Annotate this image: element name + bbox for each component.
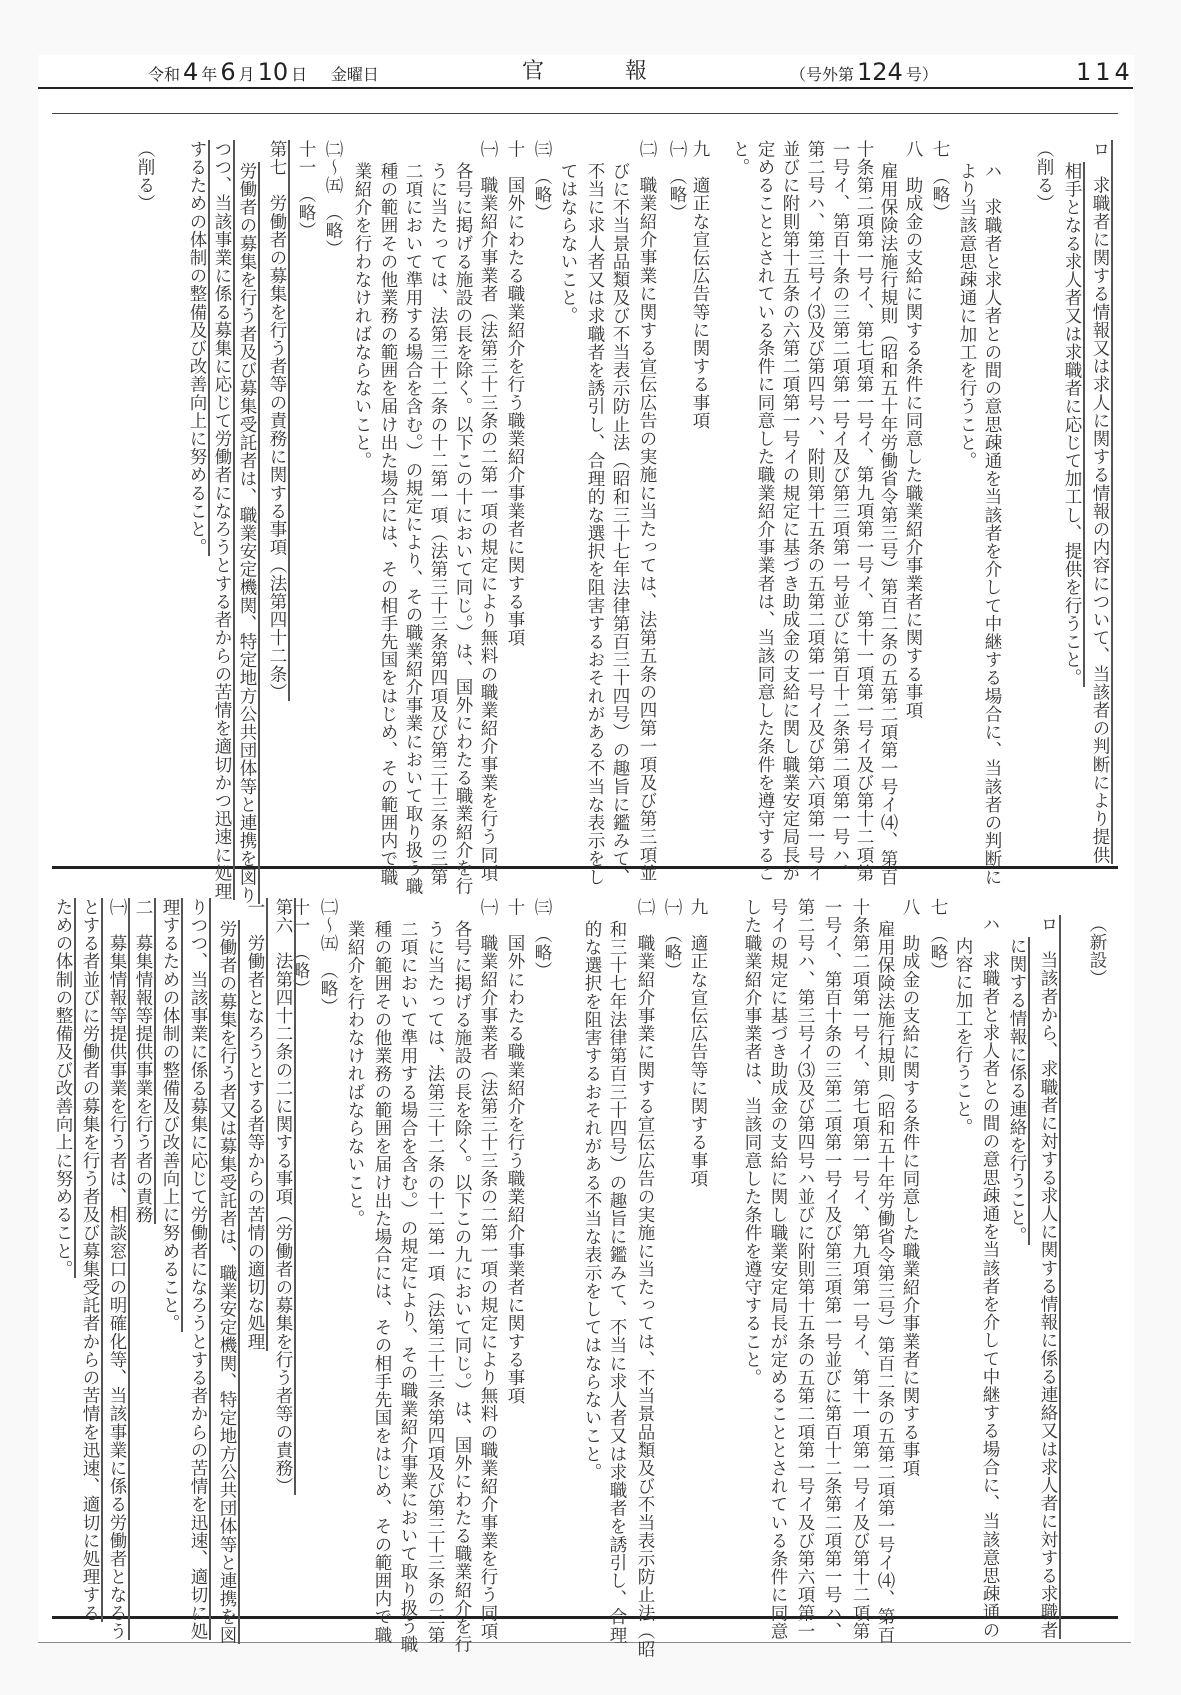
- text-column: うに当たっては、法第三十二条の十二第一項（法第三十三条第四項及び第三十三条の三第: [425, 920, 445, 1644]
- text-column: ㈢ （略）: [532, 898, 552, 980]
- text-column: 一号イ、第百十条の三第二項第一号イ及び第三項第一号並びに第百十二条第二項第一号ハ、: [830, 140, 850, 883]
- date-day-unit: 日: [291, 65, 308, 84]
- text-column: ㈡～㈤ （略）: [323, 140, 343, 258]
- text-column: 第二号ハ、第三号イ⑶及び第四号ハ並びに附則第十五条の五第二項第一号イ及び第六項第一: [795, 898, 815, 1641]
- top-rule: [52, 113, 1118, 114]
- text-column: 並びに附則第十五条の六第二項第一号イの規定に基づき助成金の支給に関し職業安定局長が: [780, 140, 800, 883]
- page-edge: [38, 1642, 1131, 1643]
- text-column: と。: [730, 140, 750, 177]
- date-year: 4: [183, 58, 199, 86]
- text-column: 不当に求人者又は求職者を誘引し、合理的な選択を阻害するおそれがある不当な表示をし: [585, 162, 605, 886]
- text-column: ㈡～㈤ （略）: [318, 898, 338, 1016]
- text-column: 種の範囲その他業務の範囲を届け出た場合には、その相手先国をはじめ、その範囲内で職: [378, 162, 398, 886]
- text-column: 一号イ、第百十条の三第二項第一号イ及び第三項第一号並びに第百十二条第二項第一号ハ、: [822, 898, 842, 1641]
- text-column: うに当たっては、法第三十二条の十二第一項（法第三十三条第四項及び第三十三条の三第: [428, 162, 448, 886]
- text-column: 号イの規定に基づき助成金の支給に関し職業安定局長が定めることとされている条件に同意: [768, 898, 788, 1641]
- text-column: 第六 法第四十二条の二に関する事項（労働者の募集を行う者等の責務）: [272, 898, 296, 1495]
- text-column: 雇用保険法施行規則（昭和五十年労働省令第三号）第百二条の五第二項第一号イ⑷、第百: [875, 920, 895, 1644]
- text-column: ㈠ （略）: [667, 140, 687, 222]
- page-number: 114: [1076, 58, 1134, 86]
- issue-prefix: （号外第: [790, 65, 855, 84]
- header-rule: [38, 87, 1133, 89]
- text-column: 二項において準用する場合を含む。）の規定により、その職業紹介事業において取り扱う職: [398, 920, 418, 1654]
- text-column: 業紹介を行わなければならないこと。: [352, 162, 372, 470]
- text-column: 種の範囲その他業務の範囲を届け出た場合には、その相手先国をはじめ、その範囲内で職: [372, 920, 392, 1644]
- text-column: つつ、当該事業に係る募集に応じて労働者になろうとする者からの苦情を適切かつ迅速に処理: [211, 140, 235, 900]
- text-column: 相手となる求人者又は求職者に応じて加工し、提供を行うこと。: [1061, 162, 1085, 687]
- text-column: 一 労働者となろうとする者等からの苦情の適切な処理: [244, 898, 268, 1351]
- issue-number: [790, 58, 938, 86]
- date-weekday: 金曜日: [330, 65, 379, 84]
- text-column: に関する情報に係る連絡を行うこと。: [1006, 937, 1030, 1245]
- text-column: 雇用保険法施行規則（昭和五十年労働省令第三号）第百二条の五第二項第一号イ⑷、第百: [878, 162, 898, 886]
- text-column: ハ 求職者と求人者との間の意思疎通を当該者を介して中継する場合に、当該意思疎通の: [980, 915, 1000, 1639]
- publication-title-1: 官: [522, 59, 545, 84]
- text-column: 第七 労働者の募集を行う者等の責務に関する事項（法第四十二条）: [266, 140, 290, 701]
- text-column: 十条第二項第一号イ、第七項第一号イ、第九項第一号イ、第十一項第一号イ及び第十二項第: [854, 140, 874, 883]
- text-column: ロ 当該者から、求職者に対する求人に関する情報に係る連絡又は求人者に対する求職者: [1037, 915, 1061, 1639]
- issue-date: [148, 58, 379, 86]
- text-column: 第二号ハ、第三号イ⑶及び第四号ハ、附則第十五条の五第二項第一号イ及び第六項第一号イ: [805, 140, 825, 883]
- text-column: するための体制の整備及び改善向上に努めること。: [186, 140, 210, 556]
- text-column: とする者並びに労働者の募集を行う者及び募集受託者からの苦情を迅速、適切に処理する: [79, 898, 103, 1622]
- text-column: ロ 求職者に関する情報又は求人に関する情報の内容について、当該者の判断により提供: [1089, 140, 1113, 864]
- text-column: ㈡ 職業紹介事業に関する宣伝広告の実施に当たっては、法第五条の四第一項及び第三項並: [637, 140, 657, 883]
- text-column: 労働者の募集を行う者又は募集受託者は、職業安定機関、特定地方公共団体等と連携を図: [216, 920, 240, 1644]
- text-column: ㈠ 職業紹介事業者（法第三十三条の二第一項の規定により無料の職業紹介事業を行う同項: [478, 898, 498, 1641]
- text-column: 九 適正な宣伝広告等に関する事項: [690, 140, 710, 430]
- text-column: 二項において準用する場合を含む。）の規定により、その職業紹介事業において取り扱う職: [403, 162, 423, 896]
- text-column: 九 適正な宣伝広告等に関する事項: [688, 898, 708, 1188]
- text-column: （削る）: [1034, 140, 1054, 213]
- text-column: ための体制の整備及び改善向上に努めること。: [52, 898, 76, 1278]
- text-column: 七 （略）: [930, 140, 950, 222]
- text-column: ㈡ 職業紹介事業に関する宣伝広告の実施に当たっては、不当景品類及び不当表示防止法（昭: [635, 898, 655, 1659]
- text-column: びに不当景品類及び不当表示防止法（昭和三十七年法律第百三十四号）の趣旨に鑑みて、: [610, 162, 630, 886]
- text-column: 八 助成金の支給に関する条件に同意した職業紹介事業者に関する事項: [900, 898, 920, 1478]
- text-column: 和三十七年法律第百三十四号）の趣旨に鑑みて、不当に求人者又は求職者を誘引し、合理: [607, 920, 627, 1644]
- text-column: （新設）: [1087, 915, 1107, 988]
- text-column: てはならないこと。: [558, 162, 578, 325]
- date-month: 6: [220, 58, 236, 86]
- text-column: 業紹介を行わなければならないこと。: [345, 920, 365, 1228]
- bottom-rule: [52, 1616, 1118, 1619]
- text-column: ㈠ 職業紹介事業者（法第三十三条の二第一項の規定により無料の職業紹介事業を行う同項: [478, 140, 498, 883]
- text-column: ㈠ 募集情報等提供事業を行う者は、相談窓口の明確化等、当該事業に係る労働者となろう: [106, 898, 130, 1640]
- text-column: 八 助成金の支給に関する条件に同意した職業紹介事業者に関する事項: [903, 140, 923, 720]
- date-day: 10: [257, 58, 289, 86]
- text-column: ㈠ （略）: [662, 898, 682, 980]
- text-column: ㈢ （略）: [532, 140, 552, 222]
- text-column: 二 募集情報等提供事業を行う者の責務: [132, 898, 156, 1224]
- date-era: 令和: [148, 65, 181, 84]
- issue-number-value: 124: [857, 58, 903, 86]
- text-column: 各号に掲げる施設の長を除く。以下この九において同じ。）は、国外にわたる職業紹介を行: [452, 920, 472, 1654]
- publication-title-2: 報: [625, 59, 648, 84]
- text-column: 内容に加工を行うこと。: [953, 937, 973, 1137]
- text-column: 各号に掲げる施設の長を除く。以下この十において同じ。）は、国外にわたる職業紹介を行: [453, 162, 473, 896]
- text-column: 十条第二項第一号イ、第七項第一号イ、第九項第一号イ、第十一項第一号イ及び第十二項第: [850, 898, 870, 1641]
- text-column: 十 国外にわたる職業紹介を行う職業紹介事業者に関する事項: [505, 898, 525, 1405]
- text-column: 十一 （略）: [290, 898, 310, 998]
- text-column: ハ 求職者と求人者との間の意思疎通を当該者を介して中継する場合に、当該者の判断に: [982, 162, 1002, 886]
- text-column: 理するための体制の整備及び改善向上に努めること。: [159, 898, 183, 1332]
- date-year-unit: 年: [201, 65, 218, 84]
- text-column: 的な選択を阻害するおそれがある不当な表示をしてはならないこと。: [582, 920, 602, 1482]
- text-column: 労働者の募集を行う者及び募集受託者は、職業安定機関、特定地方公共団体等と連携を図り: [236, 162, 260, 904]
- issue-suffix: 号）: [905, 65, 938, 84]
- date-month-unit: 月: [238, 65, 255, 84]
- text-column: 十一 （略）: [296, 140, 316, 240]
- text-column: りつつ、当該事業に係る募集に応じて労働者になろうとする者からの苦情を迅速、適切に処: [187, 898, 211, 1640]
- text-column: 定めることとされている条件に同意した職業紹介事業者は、当該同意した条件を遵守するこ: [755, 140, 775, 883]
- text-column: 十 国外にわたる職業紹介を行う職業紹介事業者に関する事項: [505, 140, 525, 647]
- text-column: 七 （略）: [928, 898, 948, 980]
- text-column: （削る）: [135, 140, 155, 213]
- text-column: より当該意思疎通に加工を行うこと。: [957, 162, 977, 470]
- text-column: した職業紹介事業者は、当該同意した条件を遵守すること。: [742, 898, 762, 1387]
